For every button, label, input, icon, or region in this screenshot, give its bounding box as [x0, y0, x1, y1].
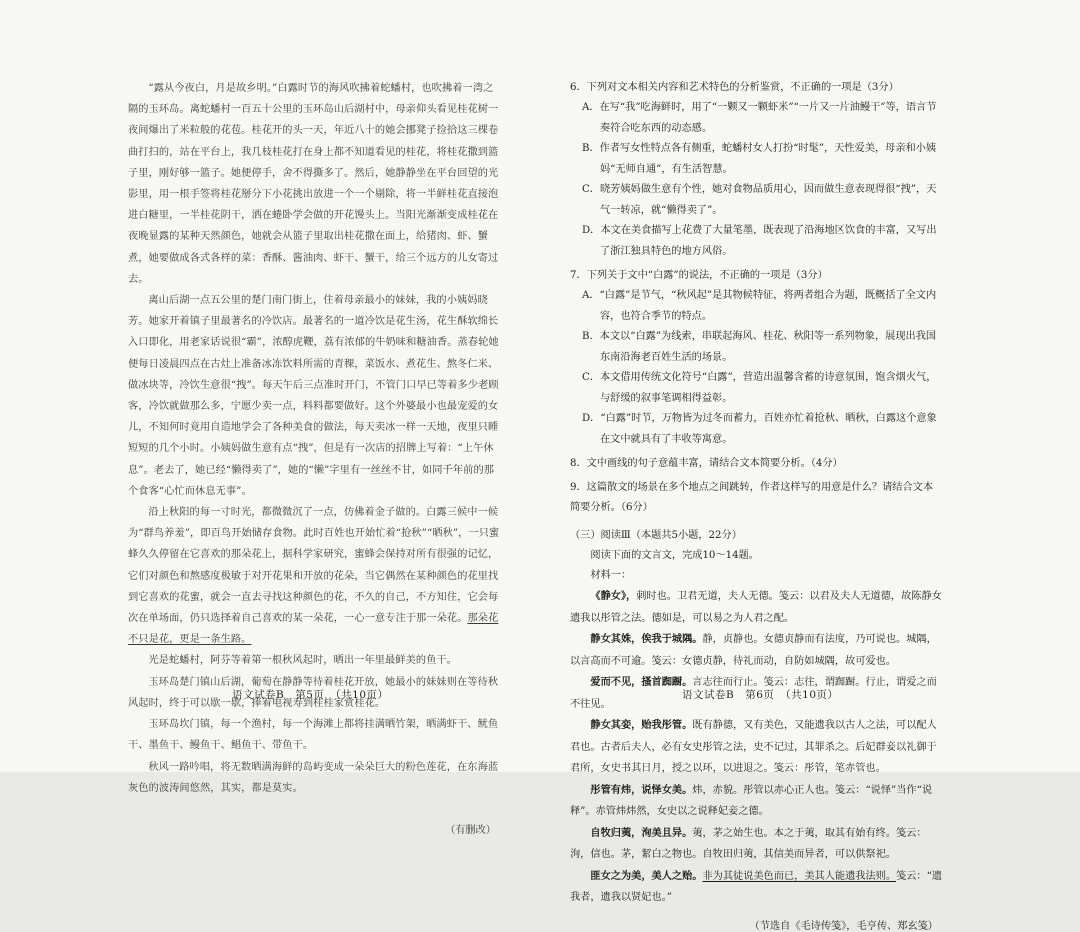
question-7-option-b: B．本文以“白露”为线索，串联起海风、桂花、秋阳等一系列物象，展现出我国东南沿海老百姓生活的场景。: [582, 331, 937, 363]
question-6-option-c: C．晓芳姨妈做生意有个性，她对食物品质用心，因而做生意表现得很“拽”，天气一转凉，就“懒得卖了”。: [582, 184, 937, 216]
essay-paragraph: 秋风一路吟唱，将无数晒满海鲜的岛屿变成一朵朵巨大的粉色莲花，在东海蓝灰色的波涛间悠然，其实，都是莫实。: [128, 761, 499, 794]
essay-paragraph: 离山后湖一点五公里的楚门南门街上，住着母亲最小的妹妹，我的小姨妈晓芳。她家开着镇子里最著名的冷饮店。最著名的一道冷饮是花生汤，花生酥软绵长入口即化，用老家话说很“霸”，浓醇虎鞭，荔有浓郁的牛奶味和糖油香。蒸春轮她便每日凌晨四点在古灶上准备冰冻饮料所需的青稞，菜饭水、煮花生、熬冬仁米、做冰块等，冷饮生意很“拽”。每天午后三点准时开门，不管门口早已等着多少老顾客，冷饮就做那么多，宁愿少卖一点，料料都要做好。这个外婆最小也最宠爱的女儿，不知何时竟用自造地学会了各种美食的做法，每天卖冰一样一天地，夜里只睡短短的几个小时。小姨妈做生意有点“拽”，但是有一次店的招牌上写着：“上午休息”。老去了，她已经“懒得卖了”，她的“懒”字里有一丝丝不甘，如同千年前的那个食客“心忙而休息无事”。: [128, 295, 499, 497]
classical-paragraph: 彤管有炜，说怿女美。炜，赤貌。彤管以赤心正人也。笺云：“说怿”当作“说释”。赤管炜炜然，女史以之说释妃妾之德。: [570, 783, 933, 817]
classical-verse: 爱而不见，搔首踟蹰。: [590, 676, 693, 688]
underlined-sentence: 非为其徒说美色而已，美其人能遗我法则。: [702, 870, 897, 882]
classical-paragraph: 爱而不见，搔首踟蹰。言志往而行止。笺云：志往，谓踟蹰。行止，谓爱之而不往见。: [570, 676, 937, 710]
material-label: 材料一：: [590, 570, 632, 581]
left-page: [128, 78, 500, 836]
right-page: [570, 78, 942, 932]
question-9: 9．这篇散文的场景在多个地点之间跳转，作者这样写的用意是什么？请结合文本简要分析。（6分）: [570, 482, 934, 513]
question-7-stem: 7．下列关于文中“白露”的说法，不正确的一项是（3分）: [570, 270, 828, 281]
classical-paragraph: 自牧归荑，洵美且异。荑，茅之始生也。本之于荑，取其有始有终。笺云：洵，信也。茅，絜白之物也。自牧田归荑，其信美而异者，可以供祭祀。: [570, 826, 927, 860]
classical-verse: 彤管有炜，说怿女美。: [590, 783, 693, 796]
classical-paragraph: 匪女之为美，美人之贻。非为其徒说美色而已，美其人能遗我法则。笺云：“遗我者，遗我以贤妃也。”: [570, 869, 942, 903]
classical-verse: 匪女之为美，美人之贻。: [590, 869, 703, 882]
source-note: （节选自《毛诗传笺》，毛亨传、郑玄笺）: [749, 920, 938, 932]
classical-paragraph: 静女其姝，俟我于城隅。静，贞静也。女德贞静而有法度，乃可说也。城隅，以言高而不可逾。笺云：女德贞静，待礼而动，自防如城隅，故可爱也。: [570, 633, 937, 667]
underlined-sentence: 那朵花不只是花，更是一条生路。: [128, 613, 499, 646]
question-6-option-d: D．本文在美食描写上花费了大量笔墨，既表现了沿海地区饮食的丰富，又写出了浙江独具特色的地方风俗。: [582, 225, 937, 257]
section-title: （三）阅读Ⅲ（本题共5小题，22分）: [570, 530, 742, 541]
question-8: 8．文中画线的句子意蕴丰富，请结合文本简要分析。（4分）: [570, 458, 843, 469]
question-6-option-a: A．在写“我”吃海鲜时，用了“一颗又一颗虾米”“一片又一片油鳗干”等，语言节奏符合吃东西的动态感。: [582, 102, 937, 134]
classical-verse: 静女其姝，俟我于城隅。: [590, 633, 703, 645]
essay-paragraph: [128, 502, 500, 650]
page-footer-6: 语文试卷B 第6页 （共10页）: [682, 689, 839, 701]
question-6-stem: 6．下列对文本相关内容和艺术特色的分析鉴赏，不正确的一项是（3分）: [570, 82, 899, 93]
classical-paragraph: 《静女》，刺时也。卫君无道，夫人无德。笺云：以君及夫人无道德，故陈静女遗我以彤管之法。德如是，可以易之为人君之配。: [570, 590, 942, 624]
classical-verse: 《静女》，: [590, 590, 637, 602]
question-7-option-d: D．“白露”时节，万物皆为过冬而蓄力，百姓亦忙着抢秋、晒秋，白露这个意象在文中就具有了丰收等寓意。: [582, 413, 937, 445]
section-instruction: 阅读下面的文言文，完成10～14题。: [590, 550, 759, 561]
classical-paragraph: 静女其娈，贻我彤管。既有静德，又有美色，又能遗我以古人之法，可以配人君也。古者后夫人，必有女史彤管之法，史不记过，其罪杀之。后妃群妾以礼御于君所，女史书其日月，授之以环，以进退之。笺云：彤管，笔赤管也。: [570, 719, 937, 774]
question-7-option-a: A．“白露”是节气，“秋风起”是其物候特征，将两者组合为题，既概括了全文内容，也符合季节的特点。: [582, 290, 937, 322]
classical-verse: 自牧归荑，洵美且异。: [590, 826, 693, 839]
source-note: （有删改）: [445, 824, 496, 836]
classical-verse: 静女其娈，贻我彤管。: [590, 719, 693, 731]
page-footer-5: 语文试卷B 第5页 （共10页）: [232, 689, 389, 701]
essay-paragraph: “露从今夜白，月是故乡明。”白露时节的海风吹拂着蛇蟠村，也吹拂着一湾之隔的玉环岛。离蛇蟠村一百五十公里的玉环岛山后湖村中，母亲仰头看见桂花树一夜间爆出了米粒般的花苞。桂花开的头一天，年近八十的她会挪凳子捡拾这三棵卷曲打扫的，站在平台上，我几枝桂花打在身上都不知道看见的桂花，将桂花撒到篮子里，刚好够一篮子。她便停手，舍不得撕多了。然后，她静静坐在平台回望的光影里，用一根手签将桂花掰分下小花挑出放进一个一个剔除，将一半鲜桂花直接泡进白糖里，一半桂花阴干，洒在蜷卧学会做的开花馒头上。当阳光渐渐变成桂花在夜晚显露的某种天然颜色，她就会从篮子里取出桂花撒在面上，给猪肉、虾、蟹煮，她要做成各式各样的菜：香酥、酱油肉、虾干、蟹干，给三个远方的儿女寄过去。: [128, 83, 499, 285]
essay-paragraph: 玉环岛坎门镇，每一个渔村，每一个海滩上都将挂满晒竹架，晒满虾干、鱿鱼干、墨鱼干、鳗鱼干、鲳鱼干、带鱼干。: [128, 719, 499, 752]
question-7-option-c: C．本文借用传统文化符号“白露”，营造出温馨含蓄的诗意氛围，饱含烟火气，与舒缓的叙事笔调相得益彰。: [582, 372, 937, 404]
essay-paragraph: 玉环岛楚门镇山后湖，葡萄在静静等待着桂花开放，她最小的妹妹则在等待秋风起时，终于可以歇一歇，捧着电视寿到桂桂家赏桂花。: [128, 676, 499, 709]
essay-paragraph-text: 沿上秋阳的每一寸时光，都微微沉了一点，仿佛着金子做的。白露三候中一候为“群鸟养羞”，即百鸟开始储存食物。此时百姓也开始忙着“抢秋”“晒秋”，一只蜜蜂久久停留在它喜欢的那朵花上，据科学家研究，蜜蜂会保持对所有很强的记忆，它们对颜色和熬感度极敏于对开花果和开放的花朵，当它偶然在某种颜色的花里找到它喜欢的花蜜，就会一直去寻找这种颜色的花，不久的自己，不方知住，它会每次在单场面，仍只选择着自己喜欢的某一朵花，一心一意专注于那一朵花。那朵花不只是花，更是一条生路。: [128, 507, 500, 646]
essay-paragraph: 光是蛇蟠村，阿芬等着第一根秋风起时，晒出一年里最鲜美的鱼干。: [148, 655, 458, 667]
classical-text: [570, 586, 942, 909]
question-6-option-b: B．作者写女性特点各有侧重，蛇蟠村女人打扮“时髦”，天性爱美，母亲和小姨妈“无师自通”，有生活智慧。: [582, 143, 937, 175]
